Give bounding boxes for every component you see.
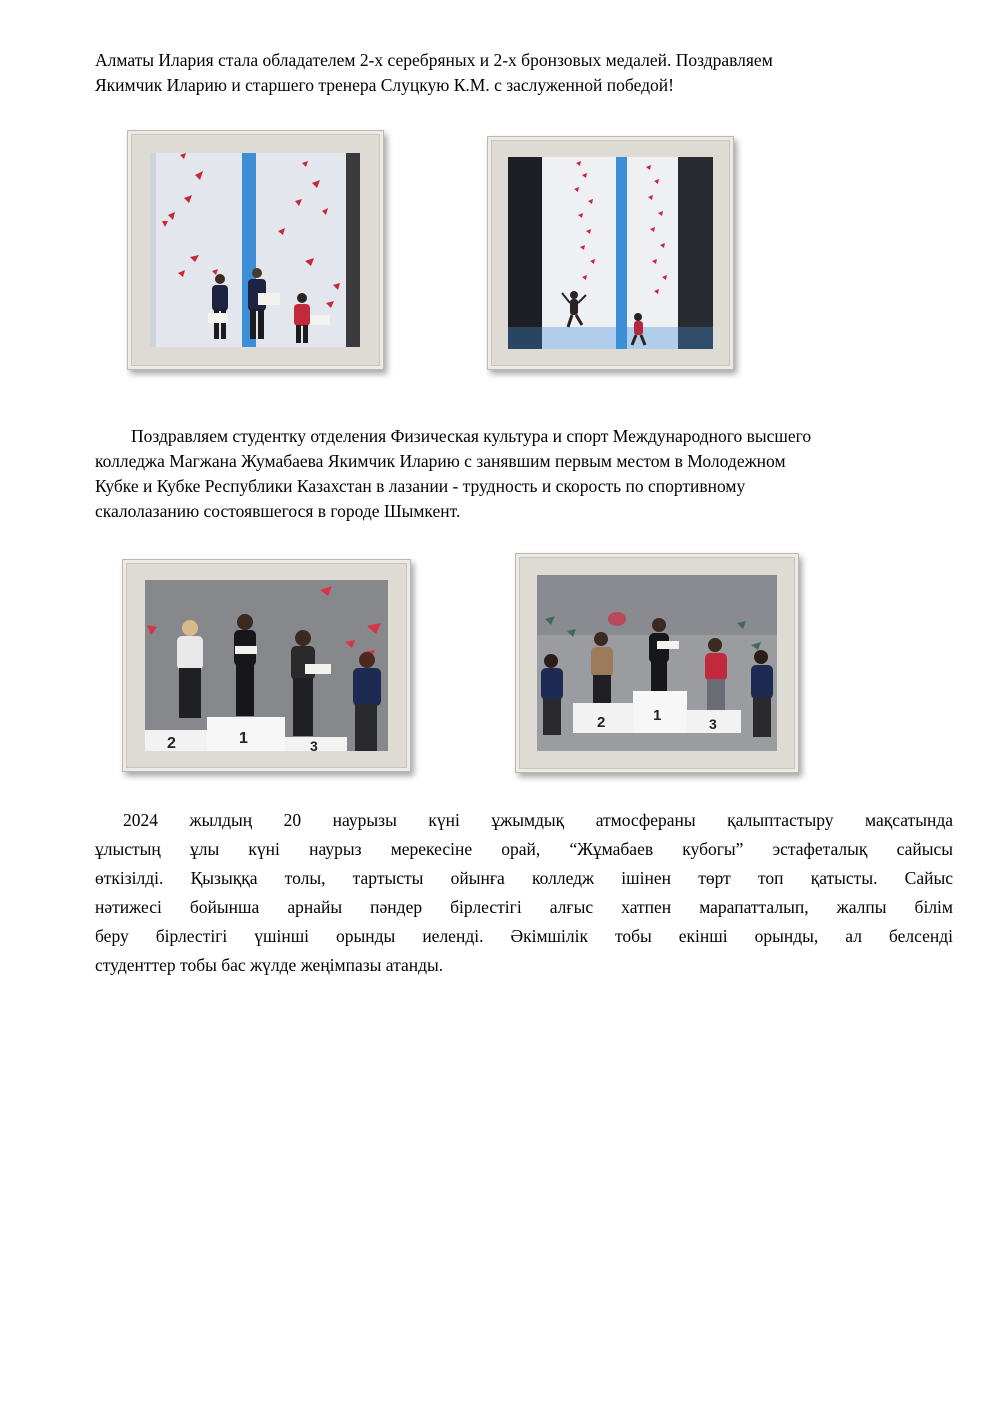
podium-label-first: 1 [653, 707, 662, 724]
paragraph-nauryz-relay [95, 806, 953, 980]
text-line: Поздравляем студентку отделения Физическая культура и спорт Международного высшего [131, 426, 812, 446]
photo-podium-awards [145, 580, 388, 751]
text-line: Якимчик Иларию и старшего тренера Слуцкую К.М. с заслуженной победой! [95, 75, 674, 95]
photo-frame-speed-wall-podium [127, 130, 384, 370]
text-line: Алматы Илария стала обладателем 2-х серебряных и 2-х бронзовых медалей. Поздравляем [95, 50, 773, 70]
text-line: 2024 жылдың 20 наурызы күні ұжымдық атмосфераны қалыптастыру мақсатында [123, 810, 953, 830]
text-line: колледжа Магжана Жумабаева Якимчик Иларию с занявшим первым местом в Молодежном [95, 451, 786, 471]
paragraph-results [95, 48, 955, 98]
photo-frame-podium-awards [122, 559, 411, 772]
paragraph-congratulations [95, 424, 955, 524]
podium-label-first: 1 [239, 730, 248, 747]
text-line-last: студенттер тобы бас жүлде жеңімпазы атанды. [95, 955, 444, 975]
photo-speed-climbing [508, 157, 713, 349]
text-line: ұлыстың ұлы күні наурыз мерекесіне орай, “Жұмабаев кубогы” эстафеталық сайысы [95, 839, 953, 859]
text-line: Кубке и Кубке Республики Казахстан в лазании - трудность и скорость по спортивному [95, 476, 746, 496]
text-line: скалолазанию состоявшегося в городе Шымкент. [95, 501, 461, 521]
text-line: өткізілді. Қызыққа толы, тартысты ойынға колледж ішінен төрт топ қатысты. Сайыс [95, 868, 953, 888]
photo-frame-speed-climbing [487, 136, 734, 370]
photo-frame-podium-judges [515, 553, 799, 773]
text-line: нәтижесі бойынша арнайы пәндер бірлестігі алғыс хатпен марапатталып, жалпы білім [95, 897, 953, 917]
podium-label-second: 2 [597, 714, 606, 731]
photo-speed-wall-podium [150, 153, 360, 347]
photo-podium-judges [537, 575, 777, 751]
podium-label-second: 2 [167, 735, 176, 751]
podium-label-third: 3 [709, 716, 717, 732]
podium-label-third: 3 [310, 738, 318, 751]
text-line: беру бірлестігі үшінші орынды иеленді. Әкімшілік тобы екінші орынды, ал белсенді [95, 926, 953, 946]
